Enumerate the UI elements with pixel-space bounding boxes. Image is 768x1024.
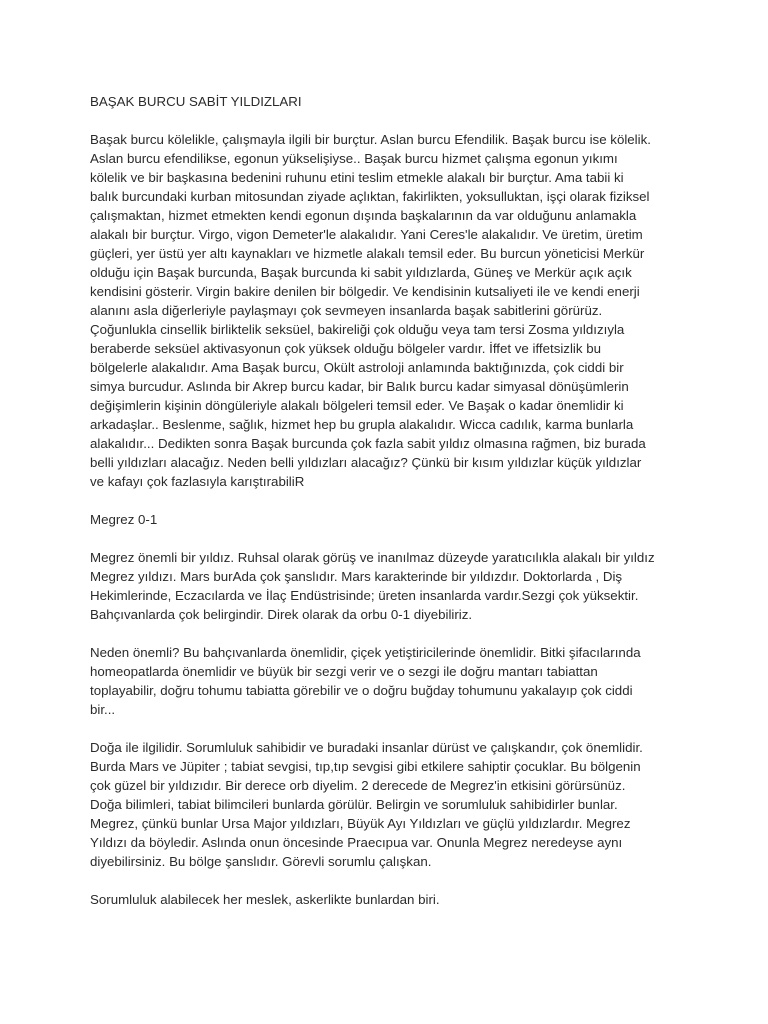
text-line: çok güzel bir yıldızıdır. Bir derece orb diyelim. 2 derecede de Megrez'in etkisini görürsünüz. (90, 778, 626, 793)
intro-paragraph (90, 130, 680, 491)
text-line: ve kafayı çok fazlasıyla karıştırabiliR (90, 474, 305, 489)
text-line: bir... (90, 702, 116, 717)
text-line: simya burcudur. Aslında bir Akrep burcu kadar, bir Balık burcu kadar simyasal dönüşümlerin (90, 379, 629, 394)
text-line: Megrez yıldızı. Mars burAda çok şanslıdır. Mars karakterinde bir yıldızdır. Doktorlarda , Diş (90, 569, 623, 584)
text-line: balık burcundaki kurban mitosundan ziyade açlıktan, fakirlikten, yoksulluktan, işçi olarak fiziksel (90, 189, 650, 204)
text-line: Burda Mars ve Jüpiter ; tabiat sevgisi, tıp,tıp sevgisi gibi etkilere sahiptir çocuklar. Bu bölgenin (90, 759, 641, 774)
text-line: Aslan burcu efendilikse, egonun yükselişiyse.. Başak burcu hizmet çalışma egonun yıkımı (90, 151, 618, 166)
text-line: alakalı bir burçtur. Virgo, vigon Demeter'le alakalıdır. Yani Ceres'le alakalıdır. Ve üretim, üretim (90, 227, 643, 242)
text-line: Megrez, çünkü bunlar Ursa Major yıldızları, Büyük Ayı Yıldızları ve güçlü yıldızlardır. Megrez (90, 816, 631, 831)
text-line: alakalıdır... Dedikten sonra Başak burcunda çok fazla sabit yıldız olmasına rağmen, biz burada (90, 436, 646, 451)
text-line: Başak burcu kölelikle, çalışmayla ilgili bir burçtur. Aslan burcu Efendilik. Başak burcu ise kölelik. (90, 132, 651, 147)
text-line: değişimlerin kişinin döngüleriyle alakalı bölgeleri temsil eder. Ve Başak o kadar önemlidir ki (90, 398, 624, 413)
text-line: Doğa bilimleri, tabiat bilimcileri bunlarda görülür. Belirgin ve sorumluluk sahibidirler bunlar. (90, 797, 618, 812)
text-line: Megrez önemli bir yıldız. Ruhsal olarak görüş ve inanılmaz düzeyde yaratıcılıkla alakalı bir yıldız (90, 550, 655, 565)
paragraph-responsibility (90, 890, 680, 909)
document-page (90, 92, 680, 928)
section-heading: Megrez 0-1 (90, 512, 158, 527)
text-line: Çoğunlukla cinsellik birliktelik seksüel, bakireliği çok olduğu veya tam tersi Zosma yıldızıyla (90, 322, 625, 337)
text-line: kendisini gösterir. Virgin bakire denilen bir bölgedir. Ve kendisinin kutsaliyeti ile ve kendi enerji (90, 284, 640, 299)
document-title: BAŞAK BURCU SABİT YILDIZLARI (90, 94, 302, 109)
text-line: Sorumluluk alabilecek her meslek, askerlikte bunlardan biri. (90, 892, 440, 907)
paragraph-nature (90, 738, 680, 871)
paragraph-megrez-intro (90, 548, 680, 624)
text-line: toplayabilir, doğru tohumu tabiatta görebilir ve o doğru buğday tohumunu yakalayıp çok ciddi (90, 683, 633, 698)
text-line: Neden önemli? Bu bahçıvanlarda önemlidir, çiçek yetiştiricilerinde önemlidir. Bitki şifacılarında (90, 645, 641, 660)
text-line: Hekimlerinde, Eczacılarda ve İlaç Endüstrisinde; üreten insanlarda vardır.Sezgi çok yüksektir. (90, 588, 639, 603)
text-line: güçleri, yer üstü yer altı kaynakları ve hizmetle alakalı temsil eder. Bu burcun yöneticisi Merkür (90, 246, 645, 261)
paragraph-why-important (90, 643, 680, 719)
text-line: olduğu için Başak burcunda, Başak burcunda ki sabit yıldızlarda, Güneş ve Merkür açık açık (90, 265, 632, 280)
text-line: Yıldızı da böyledir. Aslında onun öncesinde Praecıpua var. Onunla Megrez neredeyse aynı (90, 835, 623, 850)
text-line: bölgelerle alakalıdır. Ama Başak burcu, Okült astroloji anlamında baktığınızda, çok ciddi bir (90, 360, 624, 375)
text-line: Doğa ile ilgilidir. Sorumluluk sahibidir ve buradaki insanlar dürüst ve çalışkandır, çok önemlidir. (90, 740, 643, 755)
text-line: Bahçıvanlarda çok belirgindir. Direk olarak da orbu 0-1 diyebiliriz. (90, 607, 473, 622)
text-line: homeopatlarda önemlidir ve büyük bir sezgi verir ve o sezgi ile doğru mantarı tabiattan (90, 664, 598, 679)
text-line: diyebilirsiniz. Bu bölge şanslıdır. Görevli sorumlu çalışkan. (90, 854, 432, 869)
text-line: çalışmaktan, hizmet etmekten kendi egonun dışında başkalarının da var olduğunu anlamakla (90, 208, 637, 223)
text-line: alanını asla diğerleriyle paylaşmayı çok sevmeyen insanlarda başak sabitlerini görürüz. (90, 303, 603, 318)
text-line: belli yıldızları alacağız. Neden belli yıldızları alacağız? Çünkü bir kısım yıldızlar küçük yıldızlar (90, 455, 642, 470)
text-line: beraberde seksüel aktivasyonun çok yüksek olduğu bölgeler vardır. İffet ve iffetsizlik bu (90, 341, 601, 356)
text-line: arkadaşlar.. Beslenme, sağlık, hizmet hep bu grupla alakalıdır. Wicca cadılık, karma bunlarla (90, 417, 634, 432)
text-line: kölelik ve bir başkasına bedenini ruhunu etini teslim etmekle alakalı bir burçtur. Ama tabii ki (90, 170, 624, 185)
